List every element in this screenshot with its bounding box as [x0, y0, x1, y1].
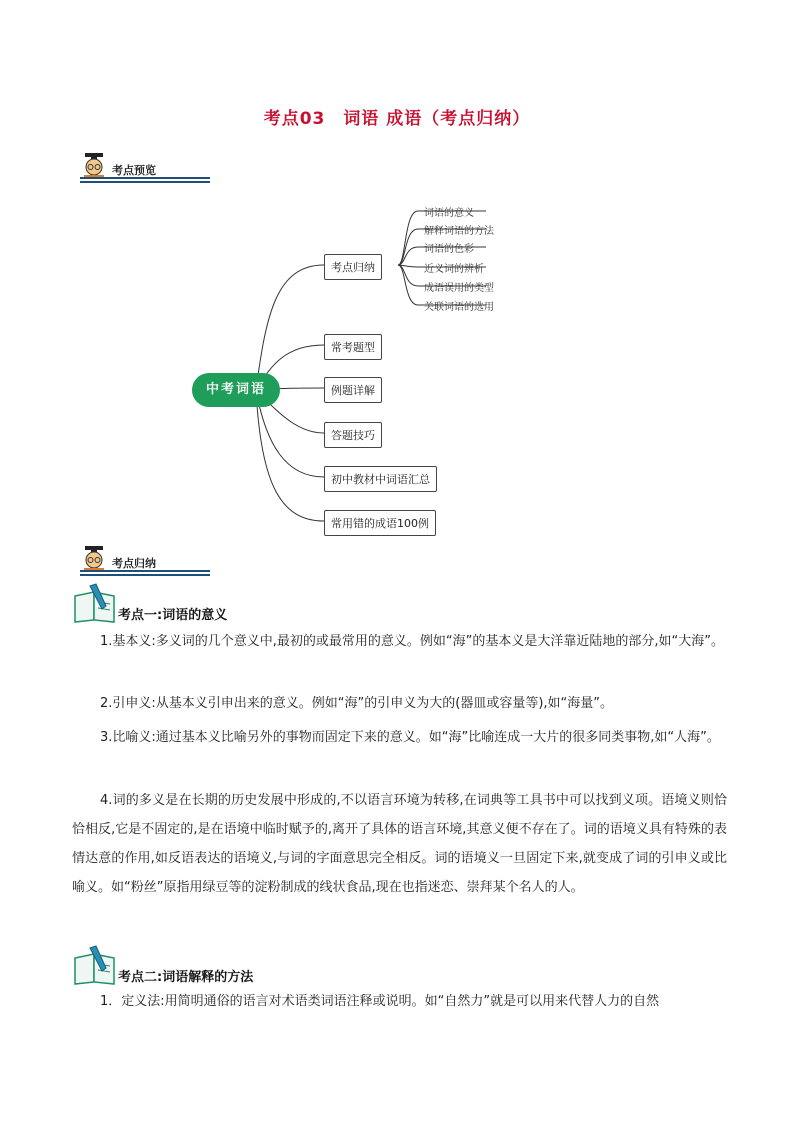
paragraph: 4.词的多义是在长期的历史发展中形成的,不以语言环境为转移,在词典等工具书中可以找到义项。语境义则恰恰相反,它是不固定的,是在语境中临时赋予的,离开了具体的语言环境,其意义便不存在了。词的语境义具有特殊的表情达意的作用,如反语表达的语境义,与词的字面意思完全相反。词的语境义一旦固定下来,就变成了词的引申义或比喻义。如“粉丝”原指用绿豆等的淀粉制成的线状食品,现在也指迷恋、崇拜某个名人的人。 [72, 793, 727, 895]
mind-map-branch: 答题技巧 [324, 422, 382, 448]
mind-map-leaf: 词语的意义 [424, 208, 474, 219]
mind-map-branch: 例题详解 [324, 377, 382, 403]
mind-map-leaf: 关联词语的选用 [424, 302, 494, 313]
section-label: 考点归纳 [112, 557, 156, 570]
paragraph: 1．定义法:用简明通俗的语言对术语类词语注释或说明。如“自然力”就是可以用来代替人力的自然 [100, 994, 660, 1009]
mind-map-branch: 常用错的成语100例 [324, 510, 436, 536]
mind-map-branch: 考点归纳 [324, 254, 382, 280]
mind-map-root: 中考词语 [192, 373, 280, 407]
point-heading-text: 考点二:词语解释的方法 [118, 970, 254, 985]
mind-map-branch: 初中教材中词语汇总 [324, 466, 437, 492]
section-header-preview [72, 152, 210, 184]
point-heading-text: 考点一:词语的意义 [118, 608, 228, 623]
page-title: 考点03 词语 成语（考点归纳） [263, 109, 531, 129]
paragraph: 1.基本义:多义词的几个意义中,最初的或最常用的意义。例如“海”的基本义是大洋靠近陆地的部分,如“大海”。 [100, 634, 724, 649]
paragraph: 2.引申义:从基本义引申出来的意义。例如“海”的引申义为大的(器皿或容量等),如“海量”。 [100, 696, 613, 711]
section-label: 考点预览 [112, 164, 156, 177]
book-pencil-icon [72, 944, 118, 986]
mind-map-leaf: 解释词语的方法 [424, 226, 494, 237]
mind-map-leaf: 词语的色彩 [424, 244, 474, 255]
mind-map [186, 195, 516, 540]
paragraph: 3.比喻义:通过基本义比喻另外的事物而固定下来的意义。如“海”比喻连成一大片的很多同类事物,如“人海”。 [100, 730, 720, 745]
mind-map-leaf: 成语误用的类型 [424, 283, 494, 294]
mind-map-leaf: 近义词的辨析 [424, 264, 484, 275]
book-pencil-icon [72, 582, 118, 624]
scholar-icon [78, 545, 112, 573]
scholar-icon [78, 152, 112, 180]
mind-map-branch: 常考题型 [324, 334, 382, 360]
point-heading-2 [72, 944, 572, 986]
section-header-summary [72, 545, 210, 577]
point-heading-1 [72, 582, 572, 624]
